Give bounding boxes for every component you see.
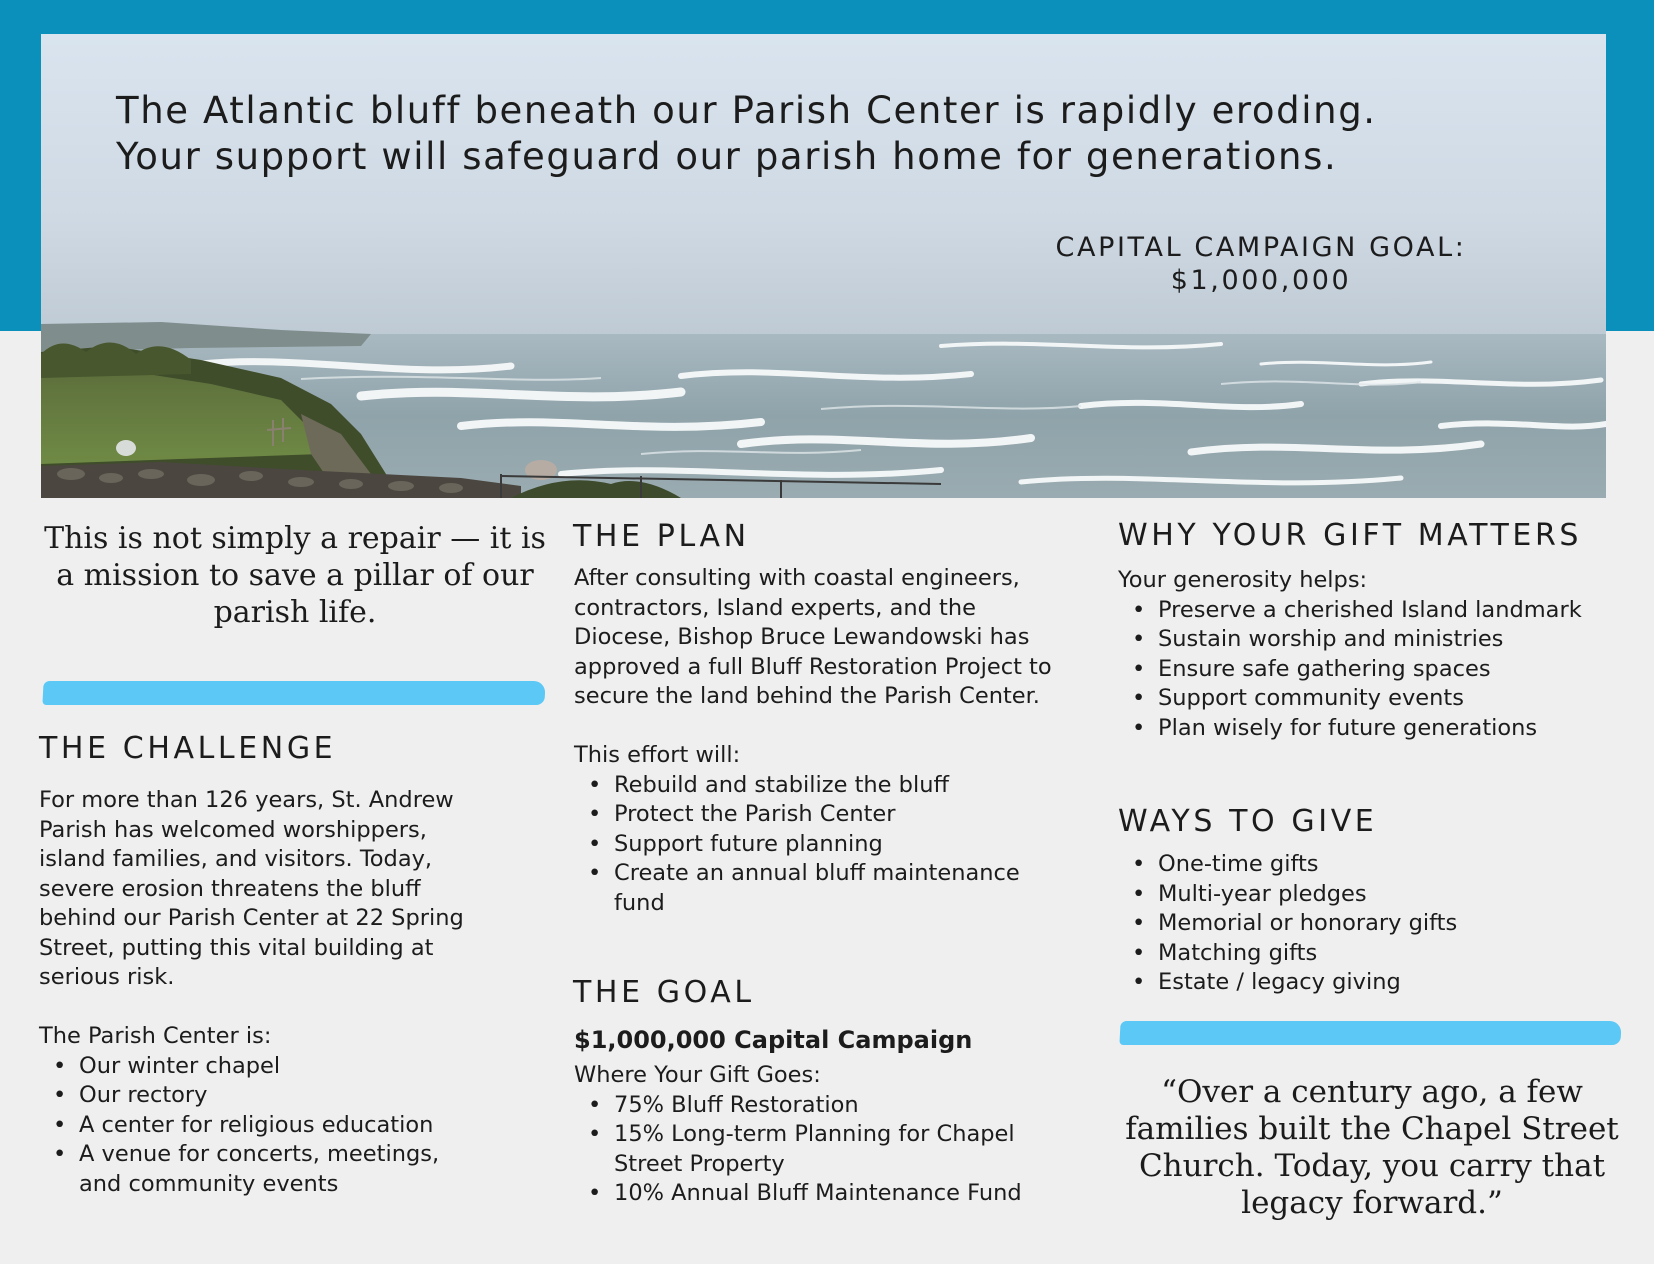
plan-list-intro: This effort will: [574,742,741,768]
goal-list-intro: Where Your Gift Goes: [574,1062,821,1088]
goal-list [588,1091,1064,1209]
list-item: • One-time gifts [1132,850,1598,880]
why-list-intro: Your generosity helps: [1118,567,1368,593]
list-item: • Create an annual bluff maintenance fund [588,859,1064,918]
list-item: • A venue for concerts, meetings, and community events [53,1140,479,1199]
goal-section [574,1023,1064,1209]
list-item: • Rebuild and stabilize the bluff [588,771,1064,801]
list-item: • Plan wisely for future generations [1132,714,1598,744]
list-item: • 15% Long-term Planning for Chapel Street Property [588,1120,1064,1179]
why-section [1118,566,1598,743]
list-item: • Multi-year pledges [1132,880,1598,910]
list-item: • Support community events [1132,684,1598,714]
list-item: • 10% Annual Bluff Maintenance Fund [588,1179,1064,1209]
plan-section [574,564,1064,918]
closing-quote: “Over a century ago, a few families built the Chapel Street Church. Today, you carry that legacy forward.” [1125,1074,1619,1221]
hero-headline-line-1: The Atlantic bluff beneath our Parish Center is rapidly eroding. [116,89,1377,132]
list-item: • 75% Bluff Restoration [588,1091,1064,1121]
goal-campaign: $1,000,000 Capital Campaign [574,1026,973,1054]
list-item: • Support future planning [588,830,1064,860]
brush-stroke-divider [42,681,545,705]
tagline-quote: This is not simply a repair — it is a mission to save a pillar of our parish life. [44,521,546,630]
list-item: • Estate / legacy giving [1132,968,1598,998]
list-item: • Memorial or honorary gifts [1132,909,1598,939]
list-item: • Preserve a cherished Island landmark [1132,596,1598,626]
campaign-goal [1001,231,1521,297]
ways-heading: WAYS TO GIVE [1118,804,1378,839]
ways-section [1118,850,1598,998]
list-item: • Our winter chapel [53,1052,479,1082]
hero-headline-line-2: Your support will safeguard our parish home for generations. [116,135,1338,178]
challenge-section [39,786,479,1199]
hero-headline [116,88,1536,180]
list-item: • Protect the Parish Center [588,800,1064,830]
plan-heading: THE PLAN [573,519,750,554]
list-item: • Ensure safe gathering spaces [1132,655,1598,685]
hero-photo [41,34,1606,498]
list-item: • Matching gifts [1132,939,1598,969]
plan-list [588,771,1064,919]
challenge-list [53,1052,479,1200]
why-list [1132,596,1598,744]
list-item: • Sustain worship and ministries [1132,625,1598,655]
challenge-heading: THE CHALLENGE [39,731,337,766]
campaign-goal-label: CAPITAL CAMPAIGN GOAL: [1055,232,1467,263]
campaign-goal-amount: $1,000,000 [1170,265,1352,296]
list-item: • Our rectory [53,1081,479,1111]
brush-stroke-divider [1119,1021,1621,1045]
challenge-paragraph: For more than 126 years, St. Andrew Parish has welcomed worshippers, island families, and visitors. Today, severe erosion threatens the bluff behind our Parish Center at 22 Spring Street, putting this vital building at serious risk. [39,787,464,990]
why-heading: WHY YOUR GIFT MATTERS [1118,518,1583,553]
list-item: • A center for religious education [53,1111,479,1141]
plan-paragraph: After consulting with coastal engineers, contractors, Island experts, and the Diocese, Bishop Bruce Lewandowski has approved a full Bluff Restoration Project to secure the land behind the Parish Center. [574,565,1052,709]
challenge-list-intro: The Parish Center is: [39,1023,272,1049]
ways-list [1132,850,1598,998]
goal-heading: THE GOAL [573,975,755,1010]
